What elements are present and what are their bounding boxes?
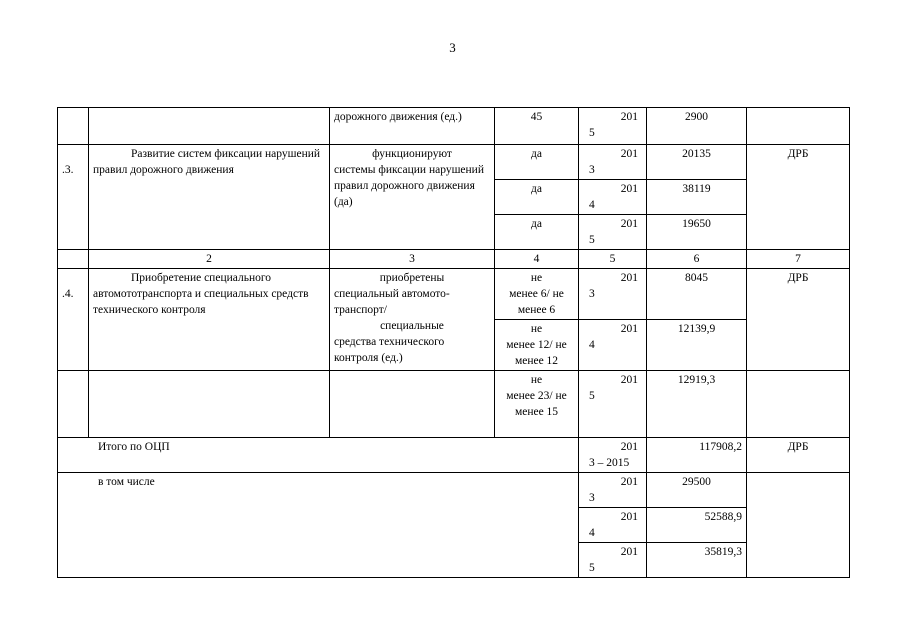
amount-cell: 35819,3	[647, 543, 747, 578]
amount-cell: 2900	[647, 108, 747, 145]
amount-cell: 52588,9	[647, 508, 747, 543]
amount-cell: 12139,9	[647, 320, 747, 371]
item-name: Приобретение специального автомототранспорта и специальных средств технического контроля	[89, 269, 330, 371]
num-cell	[58, 371, 89, 438]
year-cell: 201 5	[579, 108, 647, 145]
column-number: 7	[747, 250, 850, 269]
value-cell: не менее 23/ не менее 15	[495, 371, 579, 438]
amount-cell: 38119	[647, 180, 747, 215]
num-cell	[58, 108, 89, 145]
year-cell: 201 5	[579, 543, 647, 578]
total-row	[58, 438, 850, 473]
value-cell: 45	[495, 108, 579, 145]
year-cell: 201 4	[579, 508, 647, 543]
amount-cell: 19650	[647, 215, 747, 250]
item-number: .4.	[58, 269, 89, 371]
column-number: 6	[647, 250, 747, 269]
source-cell: ДРБ	[747, 438, 850, 473]
year-cell: 201 3	[579, 145, 647, 180]
name-cell	[89, 108, 330, 145]
table-row	[58, 108, 850, 145]
source-cell: ДРБ	[747, 269, 850, 371]
year-cell: 201 3 – 2015	[579, 438, 647, 473]
total-label: Итого по ОЦП	[58, 438, 579, 473]
item-number: .3.	[58, 145, 89, 250]
amount-cell: 12919,3	[647, 371, 747, 438]
name-cell	[89, 371, 330, 438]
value-cell: да	[495, 145, 579, 180]
value-cell: да	[495, 215, 579, 250]
value-cell: да	[495, 180, 579, 215]
year-cell: 201 5	[579, 215, 647, 250]
amount-cell: 20135	[647, 145, 747, 180]
program-table	[57, 107, 850, 578]
item-indicator: функционируют системы фиксации нарушений правил дорожного движения (да)	[330, 145, 495, 250]
item-name: Развитие систем фиксации нарушений правил дорожного движения	[89, 145, 330, 250]
table-row	[58, 473, 850, 508]
year-cell: 201 4	[579, 180, 647, 215]
year-cell: 201 5	[579, 371, 647, 438]
source-cell	[747, 371, 850, 438]
source-cell	[747, 108, 850, 145]
amount-cell: 8045	[647, 269, 747, 320]
value-cell: не менее 12/ не менее 12	[495, 320, 579, 371]
table-row	[58, 145, 850, 180]
year-cell: 201 3	[579, 473, 647, 508]
column-number-row	[58, 250, 850, 269]
column-number: 5	[579, 250, 647, 269]
column-number	[58, 250, 89, 269]
value-cell: не менее 6/ не менее 6	[495, 269, 579, 320]
year-cell: 201 4	[579, 320, 647, 371]
year-cell: 201 3	[579, 269, 647, 320]
column-number: 3	[330, 250, 495, 269]
column-number: 4	[495, 250, 579, 269]
indicator-cell	[330, 371, 495, 438]
table-row	[58, 371, 850, 438]
source-cell	[747, 473, 850, 578]
table-row	[58, 269, 850, 320]
indicator-cell: дорожного движения (ед.)	[330, 108, 495, 145]
column-number: 2	[89, 250, 330, 269]
item-indicator: приобретены специальный автомото-транспорт/ специальные средства технического контроля (ед.)	[330, 269, 495, 371]
including-label: в том числе	[58, 473, 579, 578]
page-number: 3	[449, 40, 456, 55]
source-cell: ДРБ	[747, 145, 850, 250]
total-amount: 117908,2	[647, 438, 747, 473]
amount-cell: 29500	[647, 473, 747, 508]
